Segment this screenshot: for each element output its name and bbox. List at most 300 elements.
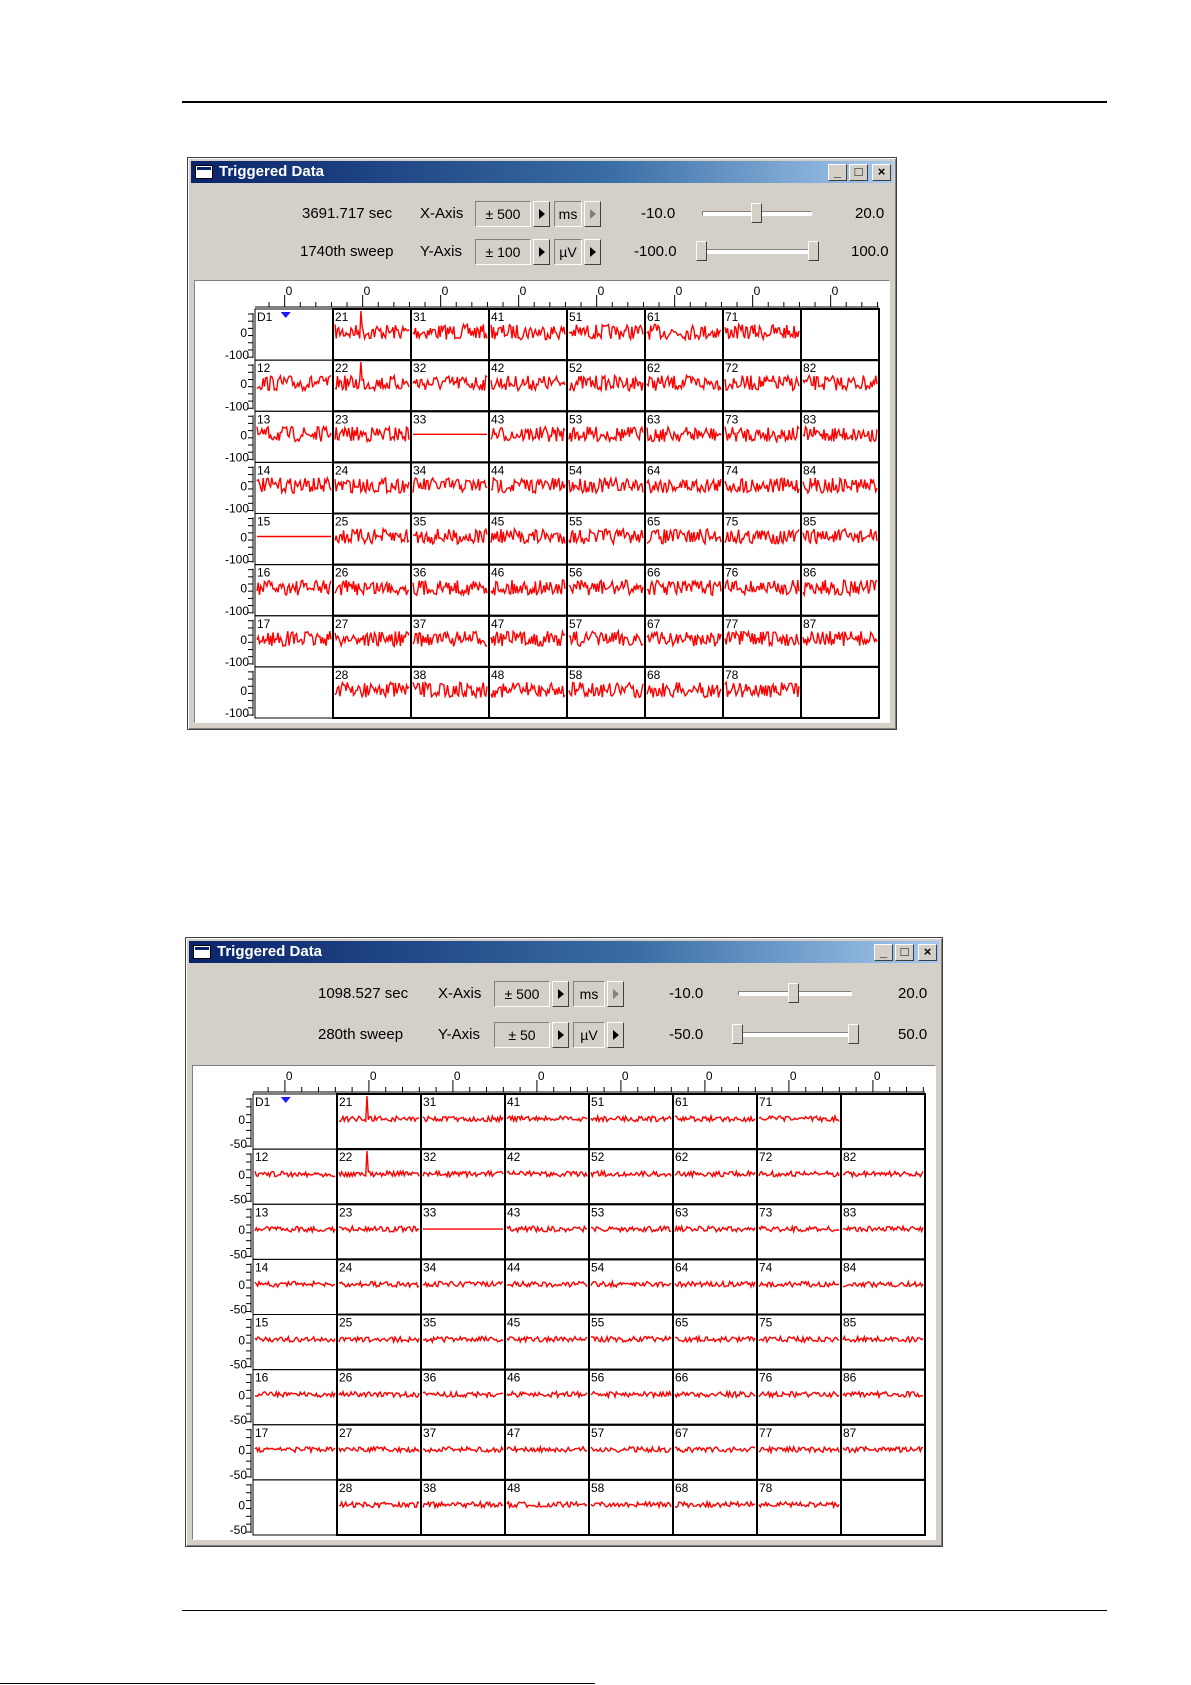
channel-trace: [803, 631, 877, 646]
channel-trace: [255, 1337, 335, 1342]
channel-trace: [491, 478, 565, 493]
channel-label: D1: [255, 1095, 271, 1109]
y-slider-max: 50.0: [898, 1026, 928, 1043]
page-header-rule: [182, 101, 1107, 103]
close-button[interactable]: ×: [918, 944, 937, 961]
channel-label: 31: [413, 310, 427, 324]
channel-label: 75: [725, 514, 739, 529]
channel-trace: [647, 376, 721, 391]
channel-label: 28: [339, 1480, 353, 1495]
channel-trace: [725, 631, 799, 646]
channel-trace: [725, 427, 799, 442]
channel-label: 14: [255, 1260, 269, 1275]
y-axis-range-field[interactable]: ± 50: [494, 1022, 550, 1048]
channel-label: 32: [423, 1150, 437, 1165]
channel-trace: [413, 478, 487, 493]
y-slider-min: -100.0: [634, 243, 677, 260]
x-slider-max: 20.0: [898, 985, 928, 1002]
channel-label: 52: [569, 361, 583, 376]
y-tick-label-min: -100: [224, 399, 249, 414]
channel-label: 62: [647, 361, 661, 376]
x-axis-tick-label: 0: [621, 1069, 629, 1083]
y-axis-range-arrow-button[interactable]: [533, 239, 550, 265]
channel-label: 24: [339, 1260, 353, 1275]
y-tick-label-min: -50: [229, 1192, 247, 1207]
channel-label: 27: [335, 616, 349, 631]
channel-label: 86: [843, 1370, 857, 1385]
y-slider-thumb-left[interactable]: [732, 1024, 743, 1044]
channel-trace: [647, 682, 721, 697]
channel-label: 23: [339, 1205, 353, 1220]
channel-trace: [423, 1392, 503, 1397]
trigger-marker-icon: [281, 1097, 291, 1103]
window-title: Triggered Data: [219, 163, 325, 180]
channel-label: 55: [569, 514, 583, 529]
channel-label: 51: [591, 1095, 605, 1109]
channel-trace: [647, 580, 721, 595]
channel-label: 42: [507, 1150, 521, 1165]
x-slider-max: 20.0: [855, 205, 885, 222]
x-axis-tick-label: 0: [453, 1069, 461, 1083]
channel-label: 55: [591, 1315, 605, 1330]
y-tick-label-zero: 0: [238, 1167, 245, 1182]
channel-label: 53: [569, 412, 583, 427]
channel-grid-plot[interactable]: [192, 1065, 936, 1540]
y-tick-label-zero: 0: [240, 326, 247, 341]
channel-trace: [255, 1392, 335, 1397]
channel-trace: [803, 376, 877, 391]
channel-label: 32: [413, 361, 427, 376]
channel-label: D1: [257, 310, 273, 324]
x-axis-tick-label: 0: [441, 284, 449, 298]
time-readout: 1098.527 sec: [318, 985, 409, 1002]
channel-label: 38: [413, 667, 427, 682]
channel-trace: [843, 1392, 923, 1397]
time-readout: 3691.717 sec: [302, 205, 393, 222]
channel-label: 58: [569, 667, 583, 682]
window-app-icon: [193, 945, 211, 959]
channel-trace: [569, 529, 643, 544]
channel-label: 37: [413, 616, 427, 631]
channel-trace: [491, 529, 565, 544]
channel-label: 13: [255, 1205, 269, 1220]
channel-label: 84: [803, 463, 817, 478]
channel-label: 45: [507, 1315, 521, 1330]
window-title-bar[interactable]: [191, 161, 893, 183]
maximize-button[interactable]: □: [849, 164, 868, 181]
y-tick-label-zero: 0: [238, 1388, 245, 1403]
x-axis-range-field[interactable]: ± 500: [494, 981, 550, 1007]
x-slider-thumb[interactable]: [788, 983, 799, 1003]
channel-trace: [507, 1171, 587, 1176]
x-axis-unit-arrow-button[interactable]: [584, 201, 601, 227]
channel-trace: [413, 529, 487, 544]
controls-panel: [192, 968, 936, 1058]
channel-trace: [803, 580, 877, 595]
y-slider-track[interactable]: [738, 1032, 852, 1037]
sweep-readout: 280th sweep: [318, 1026, 404, 1043]
channel-trace: [339, 1447, 419, 1452]
y-tick-label-zero: 0: [238, 1333, 245, 1348]
channel-grid-plot[interactable]: [194, 280, 890, 723]
channel-cell: [801, 309, 879, 360]
x-axis-tick-label: 0: [519, 284, 527, 298]
channel-label: 56: [591, 1370, 605, 1385]
sweep-readout: 1740th sweep: [300, 243, 394, 260]
channel-label: 58: [591, 1480, 605, 1495]
channel-label: 36: [413, 565, 427, 580]
y-tick-label-min: -50: [229, 1467, 247, 1482]
x-axis-tick-label: 0: [675, 284, 683, 298]
channel-label: 54: [591, 1260, 605, 1275]
channel-trace: [423, 1502, 503, 1508]
channel-label: 71: [725, 310, 739, 324]
channel-trace: [843, 1282, 923, 1287]
channel-label: 52: [591, 1150, 605, 1165]
channel-label: 66: [647, 565, 661, 580]
channel-label: 33: [413, 412, 427, 427]
channel-trace: [507, 1226, 587, 1232]
y-tick-label-min: -100: [224, 450, 249, 465]
channel-trace: [339, 1502, 419, 1507]
channel-trace: [423, 1281, 503, 1286]
channel-label: 31: [423, 1095, 437, 1109]
y-slider-track[interactable]: [702, 249, 812, 254]
channel-label: 68: [675, 1480, 689, 1495]
channel-trace: [507, 1447, 587, 1452]
y-axis-range-field[interactable]: ± 100: [475, 239, 531, 265]
channel-cell: [841, 1480, 925, 1535]
channel-cell: [841, 1094, 925, 1149]
channel-trace: [413, 324, 487, 339]
channel-label: 85: [803, 514, 817, 529]
channel-trace: [725, 529, 799, 544]
channel-trace: [591, 1392, 671, 1398]
x-axis-tick-label: 0: [369, 1069, 377, 1083]
channel-label: 78: [725, 667, 739, 682]
channel-trace: [591, 1502, 671, 1507]
page-footer-rule: [182, 1610, 1107, 1611]
channel-trace: [843, 1447, 923, 1452]
channel-trace: [675, 1447, 755, 1452]
channel-trace: [423, 1447, 503, 1452]
channel-label: 26: [335, 565, 349, 580]
channel-trace: [647, 632, 721, 647]
channel-trace: [257, 376, 331, 391]
channel-trace: [339, 1392, 419, 1397]
channel-trace: [725, 478, 799, 493]
channel-trace: [647, 479, 721, 493]
channel-label: 61: [675, 1095, 689, 1109]
channel-label: 77: [759, 1425, 773, 1440]
channel-trace: [647, 324, 721, 339]
x-axis-tick-label: 0: [753, 284, 761, 298]
channel-trace: [843, 1226, 923, 1231]
channel-trace: [569, 427, 643, 442]
channel-label: 83: [843, 1205, 857, 1220]
channel-label: 63: [675, 1205, 689, 1220]
channel-trace: [413, 632, 487, 647]
triggered-data-window-2: [185, 937, 943, 1547]
y-slider-thumb-right[interactable]: [808, 241, 819, 261]
channel-label: 12: [257, 361, 271, 376]
channel-label: 17: [257, 616, 271, 631]
y-tick-label-zero: 0: [238, 1443, 245, 1458]
y-axis-unit-field[interactable]: µV: [554, 239, 582, 265]
channel-trace: [759, 1447, 839, 1452]
channel-trace: [413, 376, 487, 391]
channel-label: 68: [647, 667, 661, 682]
channel-trace: [491, 325, 565, 340]
channel-label: 63: [647, 412, 661, 427]
trigger-marker-icon: [281, 312, 291, 318]
y-tick-label-zero: 0: [238, 1223, 245, 1238]
channel-label: 43: [507, 1205, 521, 1220]
channel-label: 85: [843, 1315, 857, 1330]
y-tick-label-min: -50: [229, 1523, 247, 1537]
x-axis-tick-label: 0: [285, 284, 293, 298]
channel-trace: [803, 529, 877, 544]
channel-trace: [843, 1337, 923, 1342]
channel-label: 66: [675, 1370, 689, 1385]
channel-trace: [335, 682, 409, 697]
channel-label: 78: [759, 1480, 773, 1495]
channel-label: 47: [491, 616, 505, 631]
channel-trace: [675, 1171, 755, 1176]
channel-trace: [647, 427, 721, 442]
channel-trace: [843, 1171, 923, 1176]
controls-panel: [194, 188, 890, 278]
channel-label: 47: [507, 1425, 521, 1440]
window-title-bar[interactable]: [189, 941, 939, 963]
channel-label: 41: [507, 1095, 521, 1109]
channel-trace: [257, 478, 331, 493]
x-axis-range-arrow-button[interactable]: [552, 981, 569, 1007]
x-axis-unit-arrow-button[interactable]: [607, 981, 624, 1007]
channel-trace: [491, 631, 565, 646]
channel-trace: [591, 1226, 671, 1231]
channel-label: 53: [591, 1205, 605, 1220]
channel-label: 22: [335, 361, 349, 376]
channel-trace: [507, 1116, 587, 1121]
channel-label: 12: [255, 1150, 269, 1165]
channel-trace: [413, 581, 487, 596]
channel-label: 74: [759, 1260, 773, 1275]
x-axis-label: X-Axis: [438, 985, 482, 1002]
channel-label: 72: [725, 361, 739, 376]
y-tick-label-min: -100: [224, 501, 249, 516]
channel-trace: [491, 682, 565, 697]
channel-trace: [569, 682, 643, 697]
y-axis-unit-arrow-button[interactable]: [584, 239, 601, 265]
channel-label: 16: [255, 1370, 269, 1385]
x-slider-min: -10.0: [669, 985, 704, 1002]
channel-trace: [335, 529, 409, 544]
channel-label: 65: [675, 1315, 689, 1330]
channel-label: 65: [647, 514, 661, 529]
channel-label: 36: [423, 1370, 437, 1385]
channel-label: 33: [423, 1205, 437, 1220]
channel-label: 46: [491, 565, 505, 580]
channel-trace: [591, 1337, 671, 1342]
x-slider-thumb[interactable]: [751, 203, 762, 223]
channel-trace: [725, 580, 799, 595]
y-tick-label-zero: 0: [240, 632, 247, 647]
x-axis-unit-field[interactable]: ms: [554, 201, 582, 227]
y-tick-label-min: -100: [224, 348, 249, 363]
channel-label: 16: [257, 565, 271, 580]
channel-trace: [759, 1392, 839, 1397]
channel-label: 35: [423, 1315, 437, 1330]
channel-label: 87: [803, 616, 817, 631]
x-axis-tick-label: 0: [831, 284, 839, 298]
channel-trace: [725, 376, 799, 391]
channel-label: 57: [569, 616, 583, 631]
channel-trace: [569, 376, 643, 391]
y-slider-thumb-right[interactable]: [848, 1024, 859, 1044]
x-axis-unit-field[interactable]: ms: [573, 981, 605, 1007]
channel-label: 74: [725, 463, 739, 478]
channel-label: 54: [569, 463, 583, 478]
channel-trace: [255, 1447, 335, 1452]
channel-label: 25: [339, 1315, 353, 1330]
channel-trace: [413, 682, 487, 697]
channel-trace: [569, 325, 643, 340]
y-tick-label-zero: 0: [240, 530, 247, 545]
channel-trace: [675, 1226, 755, 1231]
channel-trace: [507, 1392, 587, 1398]
x-axis-tick-label: 0: [789, 1069, 797, 1083]
y-slider-min: -50.0: [669, 1026, 704, 1043]
minimize-button[interactable]: _: [828, 164, 847, 181]
channel-label: 41: [491, 310, 505, 324]
channel-trace: [725, 682, 799, 697]
channel-cell: [253, 1480, 337, 1535]
channel-trace: [507, 1337, 587, 1342]
channel-trace: [339, 1282, 419, 1287]
channel-label: 61: [647, 310, 661, 324]
channel-trace: [569, 631, 643, 646]
y-axis-label: Y-Axis: [438, 1026, 480, 1043]
x-axis-label: X-Axis: [420, 205, 464, 222]
channel-cell: [255, 667, 333, 718]
channel-label: 46: [507, 1370, 521, 1385]
channel-label: 27: [339, 1425, 353, 1440]
y-axis-unit-arrow-button[interactable]: [607, 1022, 624, 1048]
channel-trace: [675, 1282, 755, 1287]
channel-trace: [335, 580, 409, 595]
y-tick-label-min: -100: [224, 654, 249, 669]
channel-label: 83: [803, 412, 817, 427]
channel-trace: [257, 631, 331, 646]
channel-trace: [335, 631, 409, 646]
channel-trace: [339, 1337, 419, 1342]
x-axis-tick-label: 0: [363, 284, 371, 298]
channel-trace: [759, 1226, 839, 1231]
channel-trace: [591, 1116, 671, 1122]
channel-trace: [647, 529, 721, 544]
y-tick-label-zero: 0: [238, 1498, 245, 1513]
channel-label: 42: [491, 361, 505, 376]
channel-label: 64: [647, 463, 661, 478]
channel-label: 48: [507, 1480, 521, 1495]
y-tick-label-zero: 0: [238, 1278, 245, 1293]
channel-trace: [759, 1282, 839, 1287]
y-tick-label-zero: 0: [240, 428, 247, 443]
y-slider-max: 100.0: [851, 243, 889, 260]
y-axis-label: Y-Axis: [420, 243, 462, 260]
channel-label: 22: [339, 1150, 353, 1165]
channel-trace: [591, 1447, 671, 1452]
x-axis-tick-label: 0: [285, 1069, 293, 1083]
channel-trace: [675, 1502, 755, 1507]
minimize-button[interactable]: _: [874, 944, 893, 961]
channel-label: 75: [759, 1315, 773, 1330]
y-tick-label-min: -100: [224, 552, 249, 567]
channel-label: 13: [257, 412, 271, 427]
channel-trace: [257, 580, 331, 595]
x-axis-range-field[interactable]: ± 500: [475, 201, 531, 227]
y-tick-label-min: -100: [224, 706, 249, 720]
y-axis-unit-field[interactable]: µV: [573, 1022, 605, 1048]
maximize-button[interactable]: □: [895, 944, 914, 961]
channel-cell: [801, 667, 879, 718]
y-tick-label-min: -50: [229, 1357, 247, 1372]
channel-label: 82: [803, 361, 817, 376]
x-axis-tick-label: 0: [705, 1069, 713, 1083]
channel-trace: [803, 478, 877, 493]
close-button[interactable]: ×: [872, 164, 891, 181]
channel-trace: [759, 1337, 839, 1343]
x-axis-range-arrow-button[interactable]: [533, 201, 550, 227]
channel-label: 44: [507, 1260, 521, 1275]
y-tick-label-min: -50: [229, 1302, 247, 1317]
channel-label: 72: [759, 1150, 773, 1165]
channel-label: 84: [843, 1260, 857, 1275]
page-footnote-rule: [0, 1683, 595, 1684]
channel-label: 82: [843, 1150, 857, 1165]
channel-trace: [339, 1226, 419, 1232]
channel-label: 44: [491, 463, 505, 478]
channel-trace: [507, 1502, 587, 1507]
y-tick-label-zero: 0: [238, 1112, 245, 1127]
channel-label: 77: [725, 616, 739, 631]
channel-label: 14: [257, 463, 271, 478]
channel-label: 37: [423, 1425, 437, 1440]
y-tick-label-min: -50: [229, 1247, 247, 1262]
channel-label: 24: [335, 463, 349, 478]
x-axis-tick-label: 0: [537, 1069, 545, 1083]
y-tick-label-zero: 0: [240, 377, 247, 392]
channel-label: 67: [675, 1425, 689, 1440]
channel-trace: [803, 427, 877, 442]
y-slider-thumb-left[interactable]: [696, 241, 707, 261]
y-tick-label-min: -50: [229, 1412, 247, 1427]
channel-label: 73: [725, 412, 739, 427]
y-axis-range-arrow-button[interactable]: [552, 1022, 569, 1048]
channel-trace: [255, 1227, 335, 1232]
window-app-icon: [195, 165, 213, 179]
x-axis-tick-label: 0: [873, 1069, 881, 1083]
channel-label: 87: [843, 1425, 857, 1440]
channel-trace: [423, 1171, 503, 1177]
channel-trace: [335, 427, 409, 442]
channel-label: 15: [257, 514, 271, 529]
channel-trace: [423, 1116, 503, 1121]
channel-label: 62: [675, 1150, 689, 1165]
channel-label: 64: [675, 1260, 689, 1275]
channel-label: 76: [759, 1370, 773, 1385]
